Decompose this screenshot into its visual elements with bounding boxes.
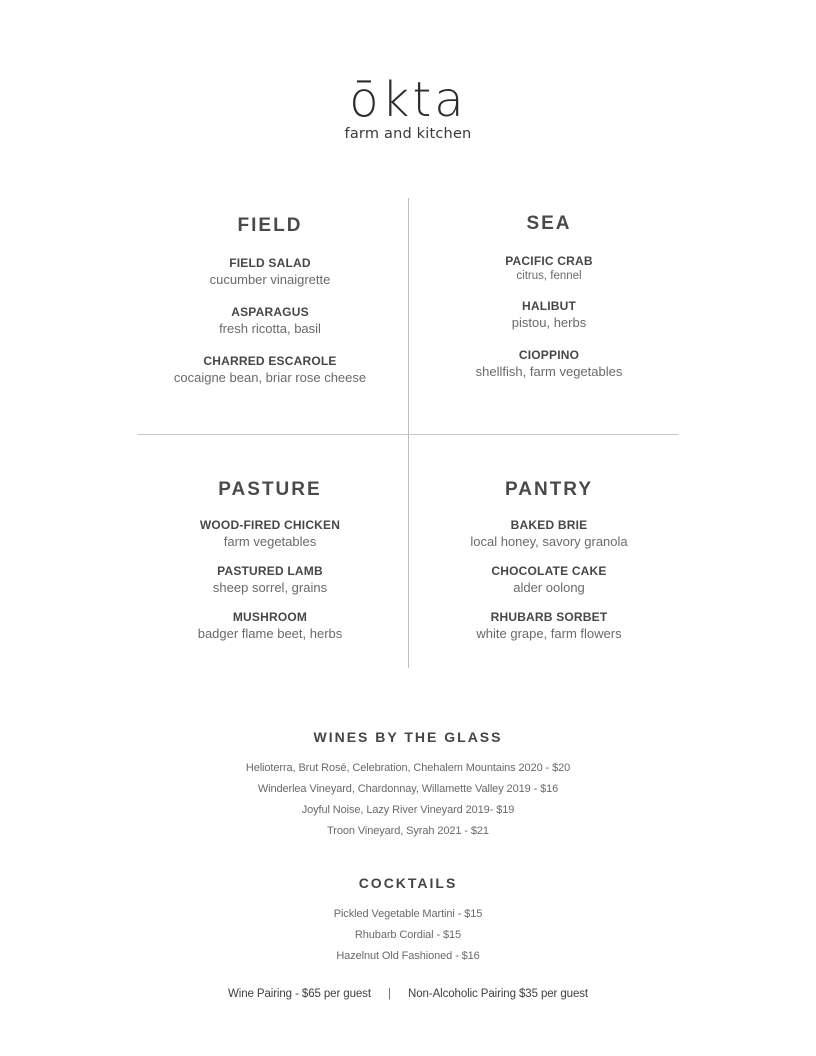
dish-description: sheep sorrel, grains [212, 580, 328, 595]
dish-description: cucumber vinaigrette [209, 272, 331, 287]
cocktails-section [0, 874, 816, 967]
dish-name: HALIBUT [521, 299, 577, 313]
cocktail-item: Hazelnut Old Fashioned - $16 [336, 950, 480, 962]
dish-description: pistou, herbs [511, 315, 587, 330]
menu-section-sea [414, 212, 684, 381]
dish-description: local honey, savory granola [470, 534, 628, 549]
dish-description: shellfish, farm vegetables [475, 364, 623, 379]
dish-description: cocaigne bean, briar rose cheese [173, 370, 367, 385]
horizontal-divider [138, 434, 678, 435]
pairing-footer [0, 988, 816, 1000]
dish-name: FIELD SALAD [229, 256, 311, 270]
wine-item: Joyful Noise, Lazy River Vineyard 2019- $19 [301, 804, 515, 816]
section-title-pasture: PASTURE [218, 479, 322, 500]
pairing-separator: | [388, 988, 391, 1000]
dish-name: MUSHROOM [232, 610, 308, 624]
wines-title: WINES BY THE GLASS [313, 729, 503, 745]
dish-description: farm vegetables [223, 534, 317, 549]
menu-section-pantry [414, 478, 684, 643]
wine-item: Helioterra, Brut Rosé, Celebration, Chehalem Mountains 2020 - $20 [245, 762, 571, 774]
wines-section [0, 728, 816, 842]
dish-description: alder oolong [513, 580, 585, 595]
dish-description: badger flame beet, herbs [197, 626, 343, 641]
menu-section-field [135, 214, 405, 387]
menu-item [414, 254, 684, 283]
section-title-sea: SEA [526, 213, 572, 234]
dish-name: RHUBARB SORBET [490, 610, 608, 624]
dish-name: PASTURED LAMB [217, 564, 323, 578]
dish-name: PACIFIC CRAB [505, 254, 593, 268]
dish-name: BAKED BRIE [510, 518, 588, 532]
menu-section-pasture [135, 478, 405, 643]
menu-item [135, 564, 405, 597]
menu-item [135, 354, 405, 387]
logo-tagline: farm and kitchen [344, 126, 472, 142]
wine-item: Troon Vineyard, Syrah 2021 - $21 [327, 825, 489, 837]
dish-description: white grape, farm flowers [476, 626, 622, 641]
dish-description: citrus, fennel [516, 270, 582, 282]
restaurant-logo [0, 72, 816, 142]
menu-item [414, 518, 684, 551]
dish-name: CHOCOLATE CAKE [491, 564, 607, 578]
menu-item [414, 348, 684, 381]
dish-name: CHARRED ESCAROLE [203, 354, 337, 368]
menu-item [414, 299, 684, 332]
dish-name: WOOD-FIRED CHICKEN [199, 518, 341, 532]
menu-item [414, 564, 684, 597]
cocktail-item: Pickled Vegetable Martini - $15 [333, 908, 483, 920]
menu-item [135, 305, 405, 338]
dish-name: ASPARAGUS [231, 305, 309, 319]
menu-item [135, 518, 405, 551]
wine-item: Winderlea Vineyard, Chardonnay, Willamette Valley 2019 - $16 [257, 783, 559, 795]
non-alcoholic-pairing: Non-Alcoholic Pairing $35 per guest [408, 988, 589, 1000]
section-title-field: FIELD [237, 215, 303, 236]
vertical-divider [408, 198, 409, 668]
dish-name: CIOPPINO [518, 348, 580, 362]
section-title-pantry: PANTRY [505, 479, 593, 500]
dish-description: fresh ricotta, basil [219, 321, 321, 336]
menu-item [135, 610, 405, 643]
logo-wordmark: ōkta [349, 72, 467, 128]
cocktail-item: Rhubarb Cordial - $15 [354, 929, 462, 941]
cocktails-title: COCKTAILS [358, 875, 458, 891]
wine-pairing: Wine Pairing - $65 per guest [227, 988, 371, 1000]
menu-item [135, 256, 405, 289]
menu-item [414, 610, 684, 643]
